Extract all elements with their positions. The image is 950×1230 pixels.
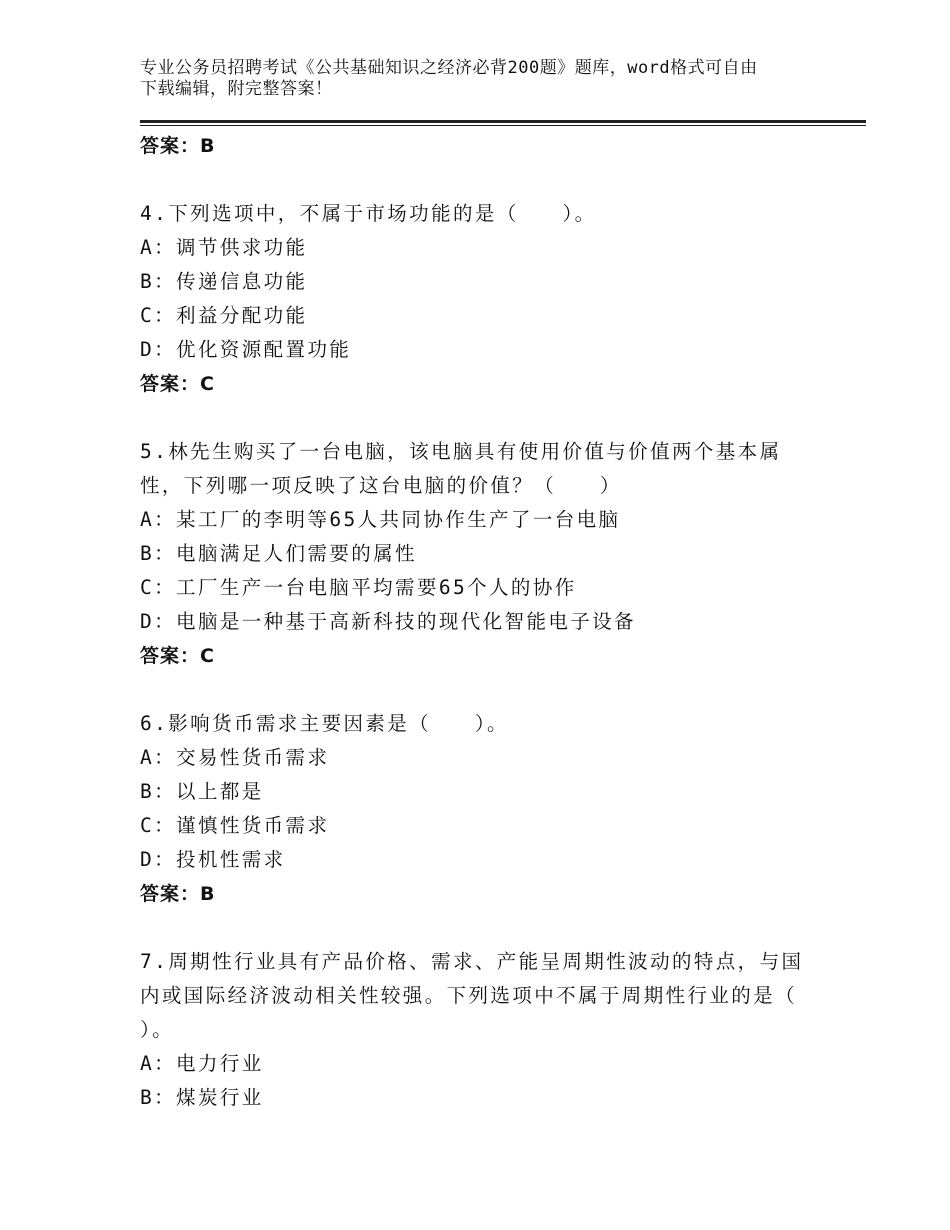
option-d: D：优化资源配置功能 — [140, 338, 352, 361]
option-c: C：工厂生产一台电脑平均需要65个人的协作 — [140, 576, 577, 599]
question-stem: ）。 — [140, 1018, 175, 1041]
question-stem: 7.周期性行业具有产品价格、需求、产能呈周期性波动的特点，与国 — [140, 950, 804, 973]
option-a: A：交易性货币需求 — [140, 746, 330, 769]
document-header — [140, 58, 820, 100]
question-4 — [140, 197, 820, 401]
question-stem: 6.影响货币需求主要因素是（ ）。 — [140, 712, 509, 735]
question-5 — [140, 435, 820, 673]
option-a: A：某工厂的李明等65人共同协作生产了一台电脑 — [140, 508, 621, 531]
question-stem: 性，下列哪一项反映了这台电脑的价值？（ ） — [140, 474, 622, 497]
question-6 — [140, 707, 820, 911]
answer: 答案：C — [140, 645, 215, 667]
option-b: B：以上都是 — [140, 780, 264, 803]
document-body — [140, 129, 820, 1115]
option-b: B：电脑满足人们需要的属性 — [140, 542, 417, 565]
header-line-1: 专业公务员招聘考试《公共基础知识之经济必背200题》题库，word格式可自由 — [140, 58, 758, 78]
option-d: D：投机性需求 — [140, 848, 286, 871]
header-line-2: 下载编辑，附完整答案！ — [140, 79, 333, 99]
option-d: D：电脑是一种基于高新科技的现代化智能电子设备 — [140, 610, 636, 633]
question-stem: 内或国际经济波动相关性较强。下列选项中不属于周期性行业的是（ — [140, 984, 798, 1007]
answer-q3: 答案：B — [140, 135, 216, 157]
option-c: C：利益分配功能 — [140, 304, 308, 327]
option-b: B：煤炭行业 — [140, 1086, 264, 1109]
question-7 — [140, 945, 820, 1115]
question-stem: 4.下列选项中，不属于市场功能的是（ ）。 — [140, 202, 597, 225]
option-a: A：调节供求功能 — [140, 236, 308, 259]
question-stem: 5.林先生购买了一台电脑，该电脑具有使用价值与价值两个基本属 — [140, 440, 782, 463]
option-a: A：电力行业 — [140, 1052, 264, 1075]
option-c: C：谨慎性货币需求 — [140, 814, 330, 837]
answer: 答案：B — [140, 883, 216, 905]
option-b: B：传递信息功能 — [140, 270, 308, 293]
header-divider — [140, 120, 866, 126]
answer: 答案：C — [140, 373, 215, 395]
